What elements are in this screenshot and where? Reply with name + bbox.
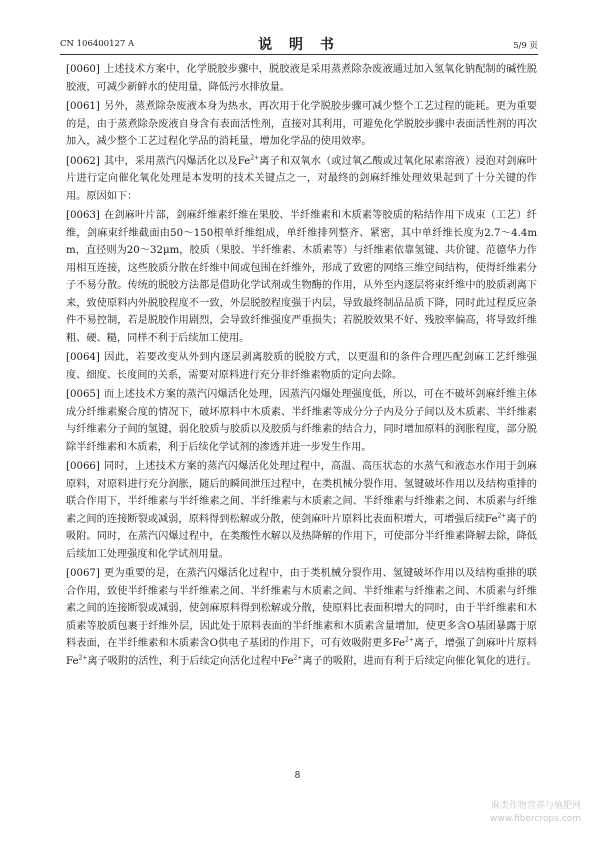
page-header <box>60 34 538 55</box>
page-number: 8 <box>294 771 301 781</box>
paragraph-0067 <box>66 565 537 670</box>
paragraph-0063 <box>66 207 537 347</box>
paragraph-0064 <box>66 349 537 384</box>
superscript: 2+ <box>250 154 260 162</box>
paragraph-text: 离子，增强了剑麻叶片原料Fe <box>66 638 538 667</box>
superscript: 2+ <box>405 636 414 644</box>
document-title: 说 明 书 <box>258 37 340 53</box>
paragraph-text: 离子的吸附。同时，在蒸汽闪爆过程中，在类酸性水解以及热降解的作用下，可使部分半纤维素降解去除，降低后续加工处理强度和化学试剂用量。 <box>66 513 537 560</box>
paragraph-text: 离子的吸附，进而有利于后续定向催化氧化的进行。 <box>302 655 537 667</box>
watermark <box>490 800 581 826</box>
paragraph-text: 上述技术方案中，化学脱胶步骤中，脱胶液是采用蒸煮除杂废液通过加入氢氧化钠配制的碱性脱胶液，可减少新鲜水的使用量，降低污水排放量。 <box>66 64 537 93</box>
paragraph-number: [0062] <box>66 155 100 167</box>
superscript: 2+ <box>293 654 303 662</box>
watermark-line: 麻类作物营养与施肥网 <box>490 801 581 811</box>
document-body <box>66 61 537 672</box>
page-counter: 5/9 页 <box>513 41 538 51</box>
paragraph-text: 更为重要的是，在蒸汽闪爆活化过程中，由于类机械分裂作用、氢键破坏作用以及结构重排的联合作用，致使半纤维素与半纤维素之间、半纤维素与木质素之间、半纤维素与纤维素之间、木质素与纤维素之间的连接断裂或减弱，使剑麻原料得到松解或分散，使原料比表面积增大的同时，由于半纤维素和木质素等胶质包裹于纤维外层，因此处于原料表面的半纤维素和木质素含量增加，使更多含O基团暴露于原料表面，在半纤维素和木质素含O供电子基团的作用下，可有效吸附更多Fe <box>66 568 537 649</box>
paragraph-text: 在剑麻叶片部，剑麻纤维素纤维在果胶、半纤维素和木质素等胶质的粘结作用下成束（工艺）纤维，剑麻束纤维截面由50～150根单纤维组成，单纤维排列整齐、紧密，其中单纤维长度为2.7～4.4mm，直径则为20～32μm，胶质（果胶、半纤维素、木质素等）与纤维素依靠氢键、共价键、范德华力作用相互连接，这些胶质分散在纤维中间或包围在纤维外，形成了致密的网络三维空间结构，使得纤维素分子不易分散。传统的脱胶方法都是借助化学试剂或生物酶的作用，从外至内逐层将束纤维中的胶质剥离下来，致使原料内外脱胶程度不一致，外层脱胶程度强于内层，导致最终制品品质下降，同时此过程反应条件不易控制，若是脱胶作用剧烈，会导致纤维强度严重损失；若脱胶效果不好、残胶率偏高，将导致纤维粗、硬、糙，同样不利于后续加工使用。 <box>66 210 537 344</box>
patent-number: CN 106400127 A <box>60 39 135 49</box>
paragraph-text: 其中，采用蒸汽闪爆活化以及Fe <box>103 155 251 167</box>
paragraph-text: 而上述技术方案的蒸汽闪爆活化处理，因蒸汽闪爆处理强度低，所以，可在不破坏剑麻纤维主体成分纤维素聚合度的情况下，破坏原料中木质素、半纤维素等成分分子内及分子间以及木质素、半纤维素与纤维素分子间的氢键，弱化胶质与胶质以及胶质与纤维素的结合力，同时增加原料的润胀程度，部分脱除半纤维素和木质素，利于后续化学试剂的渗透并进一步发生作用。 <box>66 389 537 453</box>
paragraph-0060 <box>66 61 537 96</box>
paragraph-number: [0067] <box>66 568 100 579</box>
superscript: 2+ <box>497 512 507 520</box>
paragraph-0062 <box>66 153 537 206</box>
paragraph-number: [0061] <box>66 101 100 112</box>
superscript: 2+ <box>78 654 88 662</box>
paragraph-0065 <box>66 386 537 456</box>
paragraph-text: 另外，蒸煮除杂废液本身为热水，再次用于化学脱胶步骤可减少整个工艺过程的能耗。更为重要的是，由于蒸煮除杂废液自身含有表面活性剂，直接对其利用，可避免化学脱胶步骤中表面活性剂的再次加入，减少整个工艺过程化学品的消耗量，增加化学品的使用效率。 <box>66 101 537 147</box>
paragraph-number: [0065] <box>66 389 100 400</box>
paragraph-0066 <box>66 458 537 563</box>
watermark-url: www.fibercrops.com <box>490 814 581 824</box>
paragraph-number: [0064] <box>66 352 100 363</box>
paragraph-number: [0060] <box>66 64 100 75</box>
paragraph-text: 同时，上述技术方案的蒸汽闪爆活化处理过程中，高温、高压状态的水蒸气和液态水作用于剑麻原料，对原料进行充分润胀，随后的瞬间泄压过程中，在类机械分裂作用、氢键破坏作用以及结构重排的联合作用下，半纤维素与半纤维素之间、半纤维素与木质素之间、半纤维素与纤维素之间、木质素与纤维素之间的连接断裂或减弱，原料得到松解或分散，使剑麻叶片原料比表面积增大，可增强后续Fe <box>66 461 537 525</box>
paragraph-number: [0066] <box>66 461 100 472</box>
paragraph-text: 因此，若要改变从外到内逐层剥离胶质的脱胶方式，以更温和的条件合理匹配剑麻工艺纤维强度、细度、长度间的关系，需要对原料进行充分非纤维素物质的定向去除。 <box>66 352 537 381</box>
paragraph-text: 离子和双氧水（或过氧乙酸或过氧化尿素溶液）浸泡对剑麻叶片进行定向催化氧化处理是本发明的技术关键点之一，对最终的剑麻纤维处理效果起到了十分关键的作用。原因如下： <box>66 155 537 202</box>
paragraph-number: [0063] <box>66 210 100 221</box>
paragraph-0061 <box>66 98 537 151</box>
paragraph-text: 离子吸附的活性，利于后续定向活化过程中Fe <box>87 655 294 667</box>
